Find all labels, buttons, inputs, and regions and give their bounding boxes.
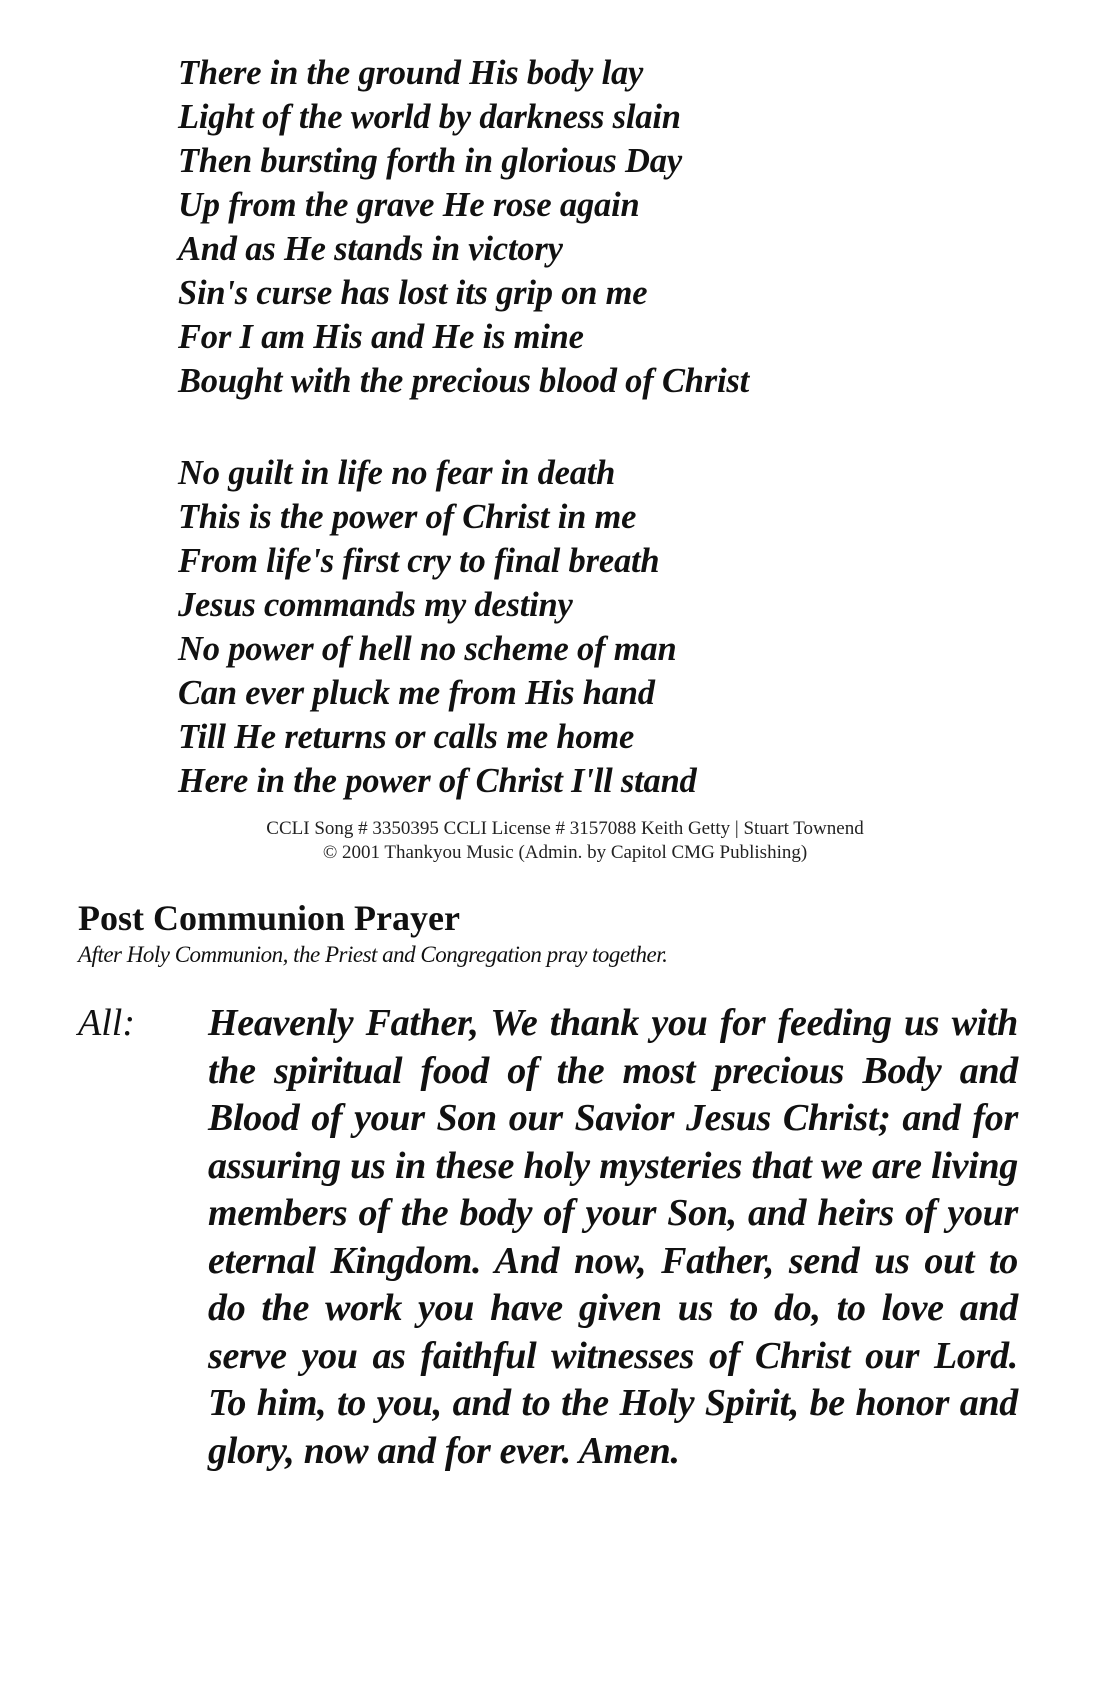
lyric-line: No power of hell no scheme of man [178, 630, 677, 668]
lyric-line: Light of the world by darkness slain [178, 98, 681, 136]
lyric-line: Up from the grave He rose again [178, 186, 640, 224]
hymn-verse-2 [178, 451, 697, 803]
speaker-label: All: [78, 1002, 135, 1044]
lyric-line: Sin's curse has lost its grip on me [178, 274, 648, 312]
hymn-verse-1 [178, 51, 749, 403]
lyric-line: This is the power of Christ in me [178, 498, 637, 536]
ccli-line: CCLI Song # 3350395 CCLI License # 3157088 Keith Getty | Stuart Townend [266, 818, 864, 839]
lyric-line: Can ever pluck me from His hand [178, 674, 655, 712]
lyric-line: Jesus commands my destiny [178, 586, 573, 624]
lyric-line: Bought with the precious blood of Christ [178, 362, 749, 400]
lyric-line: Then bursting forth in glorious Day [178, 142, 682, 180]
lyric-line: From life's first cry to final breath [178, 542, 660, 580]
section-title: Post Communion Prayer [78, 898, 460, 938]
prayer-text: Heavenly Father, We thank you for feeding us with the spiritual food of the most precious Body and Blood of your Son our Savior Jesus Christ; and for assuring us in these holy mysteries that we are living members of the body of your Son, and heirs of your eternal Kingdom. And now, Father, send us out to do the work you have given us to do, to love and serve you as faithful witnesses of Christ our Lord. To him, to you, and to the Holy Spirit, be honor and glory, now and for ever. Amen. [208, 1002, 1018, 1472]
copyright-line: © 2001 Thankyou Music (Admin. by Capitol CMG Publishing) [322, 842, 808, 863]
lyric-line: There in the ground His body lay [178, 54, 644, 92]
lyric-line: And as He stands in victory [178, 230, 563, 268]
lyric-line: No guilt in life no fear in death [178, 454, 616, 492]
copyright-credits [180, 817, 950, 865]
lyric-line: Here in the power of Christ I'll stand [178, 762, 697, 800]
lyric-line: For I am His and He is mine [178, 318, 584, 356]
rubric-instruction: After Holy Communion, the Priest and Congregation pray together. [78, 942, 668, 967]
lyric-line: Till He returns or calls me home [178, 718, 635, 756]
